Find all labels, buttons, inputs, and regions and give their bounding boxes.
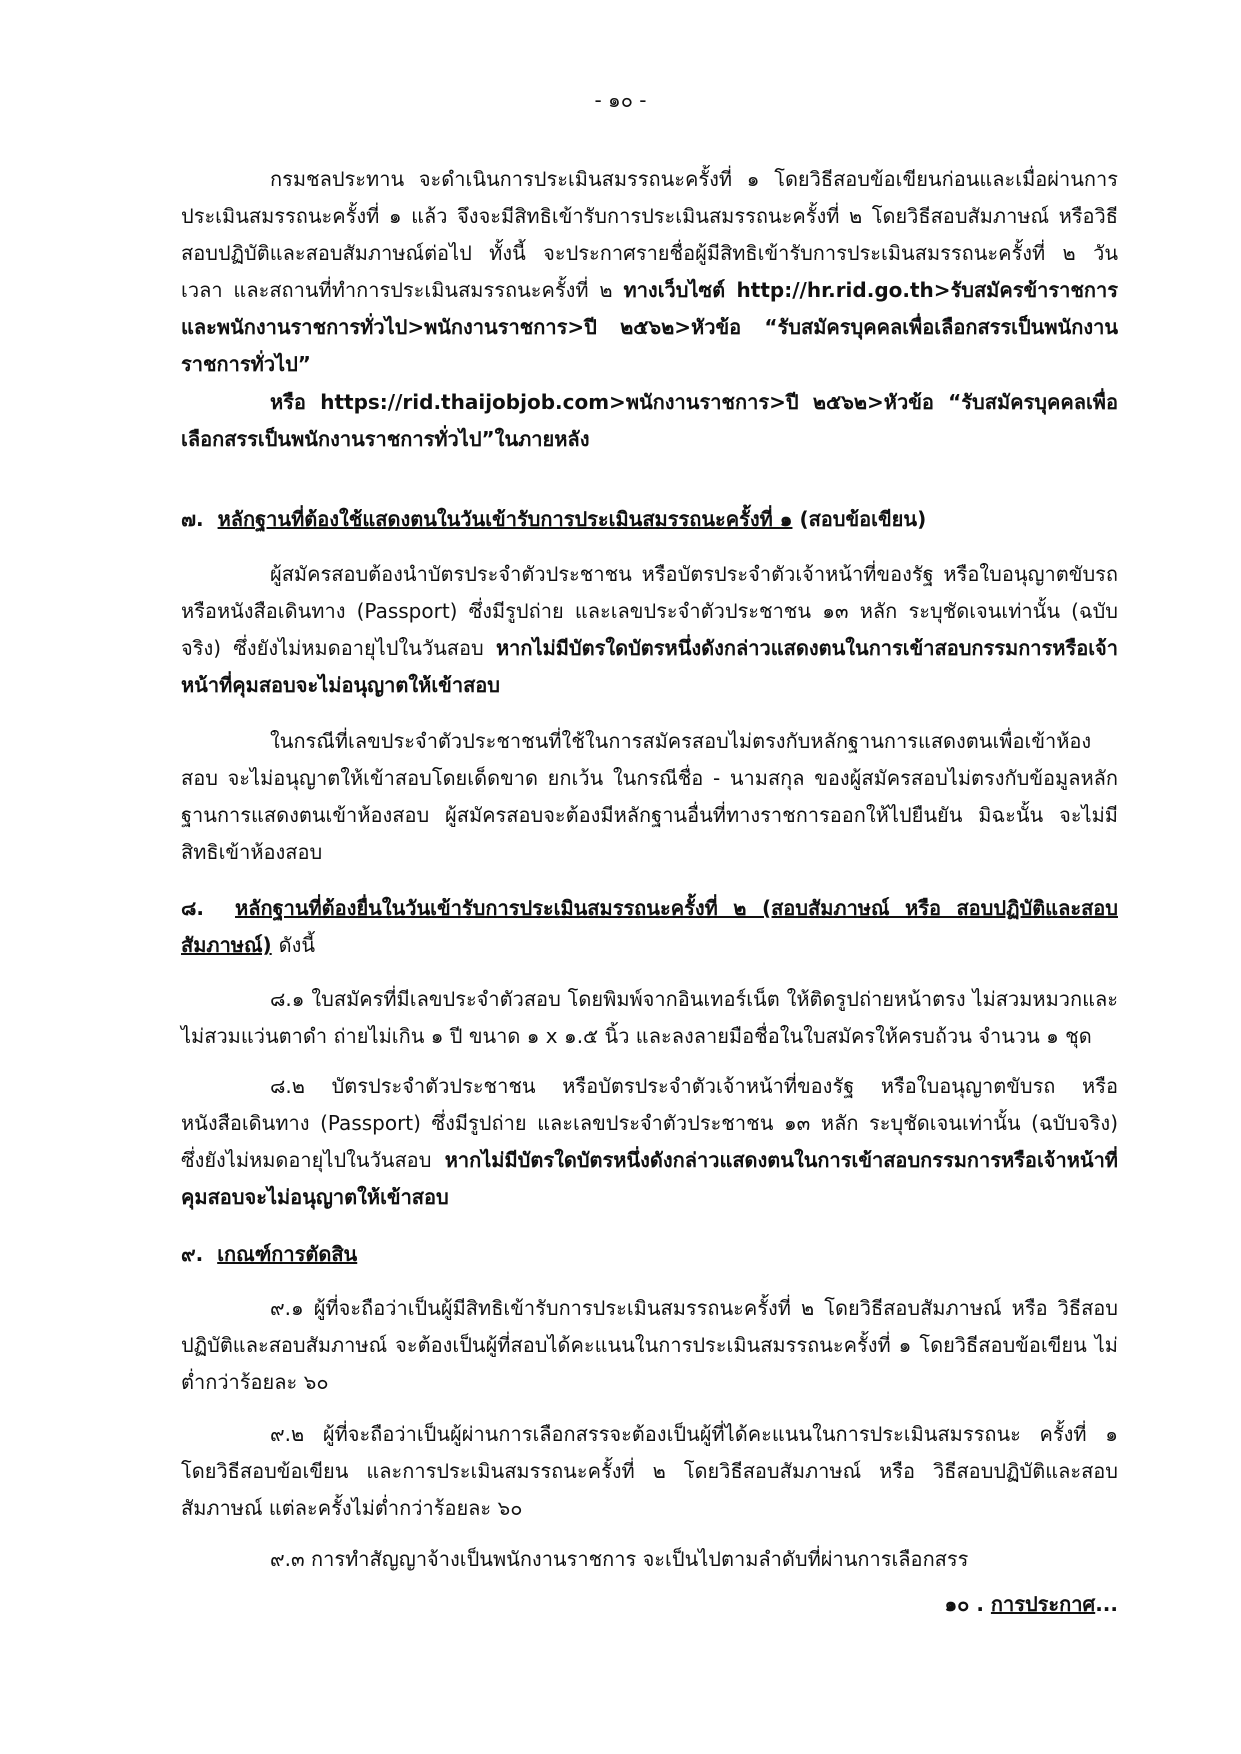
section-9-number: ๙. xyxy=(181,1242,204,1266)
section-7-suffix: (สอบข้อเขียน) xyxy=(799,507,927,531)
page-number: - ๑๐ - xyxy=(594,88,647,112)
section-8-heading xyxy=(181,890,1118,964)
section-9-item-2-text: ๙.๒ ผู้ที่จะถือว่าเป็นผู้ผ่านการเลือกสรรจะต้องเป็นผู้ที่ได้คะแนนในการประเมินสมรรถนะ ครั้งที่ ๑ โดยวิธีสอบข้อเขียน และการประเมินสมรรถนะครั้งที่ ๒ โดยวิธีสอบสัมภาษณ์ หรือ วิธีสอบปฏิบัติและสอบสัมภาษณ์ แต่ละครั้งไม่ต่ำกว่าร้อยละ ๖๐ xyxy=(181,1422,1118,1520)
section-8-suffix: ดังนี้ xyxy=(278,933,316,957)
footer-number: ๑๐ . xyxy=(944,1592,984,1616)
section-9-item-1 xyxy=(181,1290,1118,1401)
section-7-paragraph-2 xyxy=(181,723,1118,871)
section-8-item-2 xyxy=(181,1068,1118,1216)
section-7-p2-text: ในกรณีที่เลขประจำตัวประชาชนที่ใช้ในการสมัครสอบไม่ตรงกับหลักฐานการแสดงตนเพื่อเข้าห้องสอบ จะไม่อนุญาตให้เข้าสอบโดยเด็ดขาด ยกเว้น ในกรณีชื่อ - นามสกุล ของผู้สมัครสอบไม่ตรงกับข้อมูลหลักฐานการแสดงตนเข้าห้องสอบ ผู้สมัครสอบจะต้องมีหลักฐานอื่นที่ทางราชการออกให้ไปยืนยัน มิฉะนั้น จะไม่มีสิทธิเข้าห้องสอบ xyxy=(181,729,1118,864)
section-8-item-2-warning: หากไม่มีบัตรใดบัตรหนึ่งดังกล่าวแสดงตนในการเข้าสอบกรรมการหรือเจ้าหน้าที่คุมสอบจะไม่อนุญาตให้เข้าสอบ xyxy=(181,1148,1118,1209)
section-9-heading xyxy=(181,1236,1118,1273)
section-8-number: ๘. xyxy=(181,896,205,920)
intro-alt-website-paragraph xyxy=(181,384,1118,458)
continuation-footer xyxy=(700,1586,1118,1623)
intro-text: กรมชลประทาน จะดำเนินการประเมินสมรรถนะครั้งที่ ๑ โดยวิธีสอบข้อเขียนก่อนและเมื่อผ่านการประเมินสมรรถนะครั้งที่ ๑ แล้ว จึงจะมีสิทธิเข้ารับการประเมินสมรรถนะครั้งที่ ๒ โดยวิธีสอบสัมภาษณ์ หรือวิธีสอบปฏิบัติและสอบสัมภาษณ์ต่อไป ทั้งนี้ จะประกาศรายชื่อผู้มีสิทธิเข้ารับการประเมินสมรรถนะครั้งที่ ๒ วัน เวลา และสถานที่ทำการประเมินสมรรถนะครั้งที่ ๒ xyxy=(181,167,1118,302)
section-7-p1-text: ผู้สมัครสอบต้องนำบัตรประจำตัวประชาชน หรือบัตรประจำตัวเจ้าหน้าที่ของรัฐ หรือใบอนุญาตขับรถ หรือหนังสือเดินทาง (Passport) ซึ่งมีรูปถ่าย และเลขประจำตัวประชาชน ๑๓ หลัก ระบุชัดเจนเท่านั้น (ฉบับจริง) ซึ่งยังไม่หมดอายุไปในวันสอบ xyxy=(181,562,1118,660)
section-7-heading xyxy=(181,501,1118,538)
footer-title: การประกาศ xyxy=(990,1592,1096,1616)
section-8-item-1 xyxy=(181,981,1118,1055)
footer-ellipsis: ... xyxy=(1095,1592,1118,1616)
section-9-item-1-text: ๙.๑ ผู้ที่จะถือว่าเป็นผู้มีสิทธิเข้ารับการประเมินสมรรถนะครั้งที่ ๒ โดยวิธีสอบสัมภาษณ์ หรือ วิธีสอบปฏิบัติและสอบสัมภาษณ์ จะต้องเป็นผู้ที่สอบได้คะแนนในการประเมินสมรรถนะครั้งที่ ๑ โดยวิธีสอบข้อเขียน ไม่ต่ำกว่าร้อยละ ๖๐ xyxy=(181,1296,1118,1394)
section-7-title: หลักฐานที่ต้องใช้แสดงตนในวันเข้ารับการประเมินสมรรถนะครั้งที่ ๑ xyxy=(217,507,793,531)
section-7-p1-warning: หากไม่มีบัตรใดบัตรหนึ่งดังกล่าวแสดงตนในการเข้าสอบกรรมการหรือเจ้าหน้าที่คุมสอบจะไม่อนุญาตให้เข้าสอบ xyxy=(181,636,1119,697)
intro-paragraph xyxy=(181,161,1118,383)
section-8-title: หลักฐานที่ต้องยื่นในวันเข้ารับการประเมินสมรรถนะครั้งที่ ๒ (สอบสัมภาษณ์ หรือ สอบปฏิบัติและสอบสัมภาษณ์) xyxy=(181,896,1118,957)
intro-alt-website-text: หรือ https://rid.thaijobjob.com>พนักงานราชการ>ปี ๒๕๖๒>หัวข้อ “รับสมัครบุคคลเพื่อเลือกสรรเป็นพนักงานราชการทั่วไป”ในภายหลัง xyxy=(181,390,1118,451)
section-9-title: เกณฑ์การตัดสิน xyxy=(217,1242,358,1266)
section-9-item-3-text: ๙.๓ การทำสัญญาจ้างเป็นพนักงานราชการ จะเป็นไปตามลำดับที่ผ่านการเลือกสรร xyxy=(270,1547,969,1571)
section-7-paragraph-1 xyxy=(181,556,1118,704)
section-9-item-2 xyxy=(181,1416,1118,1527)
intro-website-text: ทางเว็บไซต์ http://hr.rid.go.th>รับสมัครข้าราชการและพนักงานราชการทั่วไป>พนักงานราชการ>ปี ๒๕๖๒>หัวข้อ “รับสมัครบุคคลเพื่อเลือกสรรเป็นพนักงานราชการทั่วไป” xyxy=(181,278,1119,376)
section-8-item-2-text: ๘.๒ บัตรประจำตัวประชาชน หรือบัตรประจำตัวเจ้าหน้าที่ของรัฐ หรือใบอนุญาตขับรถ หรือหนังสือเดินทาง (Passport) ซึ่งมีรูปถ่าย และเลขประจำตัวประชาชน ๑๓ หลัก ระบุชัดเจนเท่านั้น (ฉบับจริง) ซึ่งยังไม่หมดอายุไปในวันสอบ xyxy=(181,1074,1118,1172)
section-7-number: ๗. xyxy=(181,507,204,531)
section-8-item-1-text: ๘.๑ ใบสมัครที่มีเลขประจำตัวสอบ โดยพิมพ์จากอินเทอร์เน็ต ให้ติดรูปถ่ายหน้าตรง ไม่สวมหมวกและไม่สวมแว่นตาดำ ถ่ายไม่เกิน ๑ ปี ขนาด ๑ x ๑.๕ นิ้ว และลงลายมือชื่อในใบสมัครให้ครบถ้วน จำนวน ๑ ชุด xyxy=(181,987,1118,1048)
section-9-item-3 xyxy=(181,1541,1118,1578)
